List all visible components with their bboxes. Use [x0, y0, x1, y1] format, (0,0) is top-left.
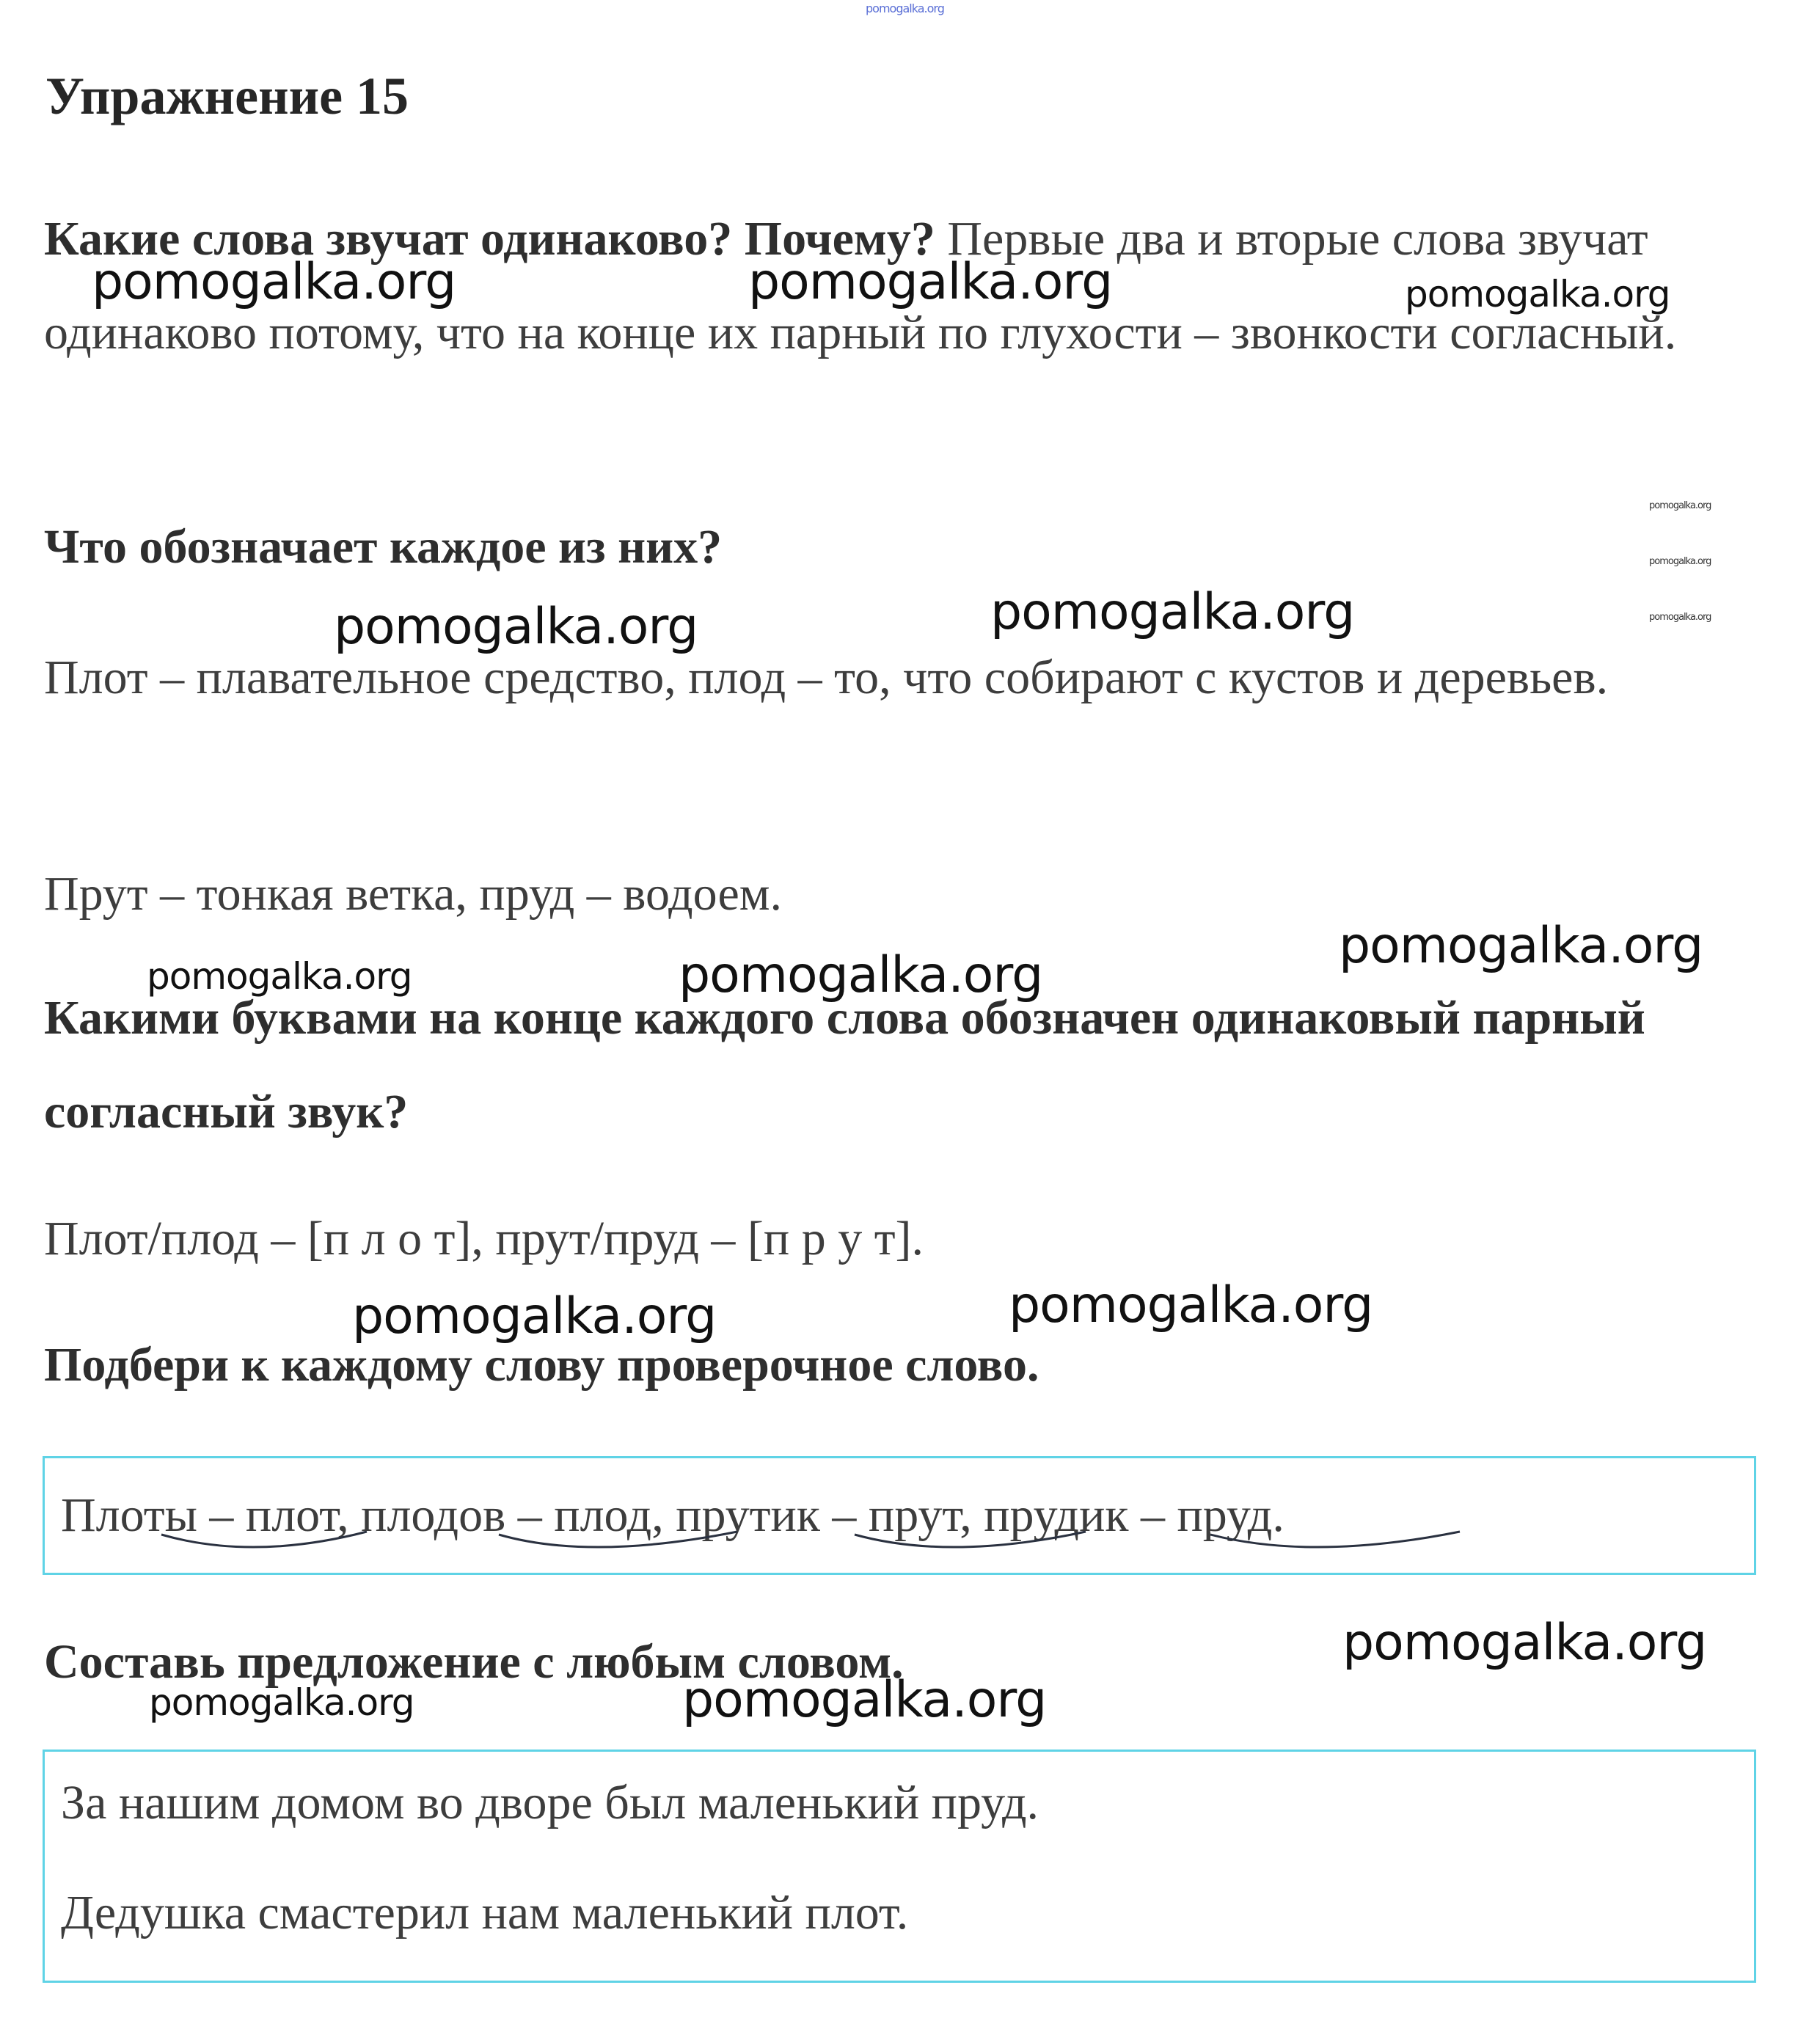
watermark: pomogalka.org: [1649, 556, 1711, 567]
arc-plot: [161, 1532, 367, 1547]
watermark: pomogalka.org: [1649, 500, 1711, 511]
watermark: pomogalka.org: [990, 583, 1355, 641]
check-words-answer: Плоты – плот, плодов – плод, прутик – прут, прудик – пруд.: [61, 1488, 1284, 1542]
watermark: pomogalka.org: [352, 1287, 717, 1345]
watermark: pomogalka.org: [1342, 1614, 1707, 1672]
section-4-question: Подбери к каждому слову проверочное слово.: [44, 1338, 1039, 1392]
watermark: pomogalka.org: [1649, 612, 1711, 623]
watermark: pomogalka.org: [1009, 1276, 1373, 1334]
watermark: pomogalka.org: [1339, 917, 1703, 975]
section-2-answer-2: Прут – тонкая ветка, пруд – водоем.: [44, 867, 783, 921]
page-title: Упражнение 15: [45, 67, 409, 125]
section-3-question: Какими буквами на конце каждого слова обозначен одинаковый парный согласный звук?: [44, 991, 1645, 1138]
sentence-2: Дедушка смастерил нам маленький плот.: [61, 1886, 909, 1940]
sentences-box: [43, 1750, 1756, 1983]
arc-prut: [855, 1532, 1086, 1547]
section-5-question: Составь предложение с любым словом.: [44, 1635, 904, 1689]
watermark: pomogalka.org: [92, 253, 456, 311]
watermark: pomogalka.org: [1405, 273, 1670, 315]
section-3-answer: Плот/плод – [п л о т], прут/пруд – [п р у т].: [44, 1212, 924, 1265]
watermark: pomogalka.org: [679, 946, 1043, 1004]
sentence-1: За нашим домом во дворе был маленький пруд.: [61, 1776, 1039, 1829]
watermark: pomogalka.org: [682, 1671, 1047, 1729]
arc-plod: [499, 1532, 737, 1547]
watermark: pomogalka.org: [147, 955, 412, 998]
arc-prud: [1210, 1532, 1460, 1547]
section-2-question: Что обозначает каждое из них?: [44, 520, 723, 574]
section-2-answer-1: Плот – плавательное средство, плод – то, что собирают с кустов и деревьев.: [44, 651, 1609, 704]
watermark: pomogalka.org: [149, 1681, 414, 1724]
watermark: pomogalka.org: [748, 253, 1113, 311]
section-1-question: Какие слова звучат одинаково? Почему?: [44, 212, 935, 266]
section-1-answer: Первые два и вторые слова звучат одинаково потому, что на конце их парный по глухости – звонкости согласный.: [44, 212, 1677, 359]
watermark-top: pomogalka.org: [866, 1, 944, 15]
watermark: pomogalka.org: [334, 598, 698, 656]
